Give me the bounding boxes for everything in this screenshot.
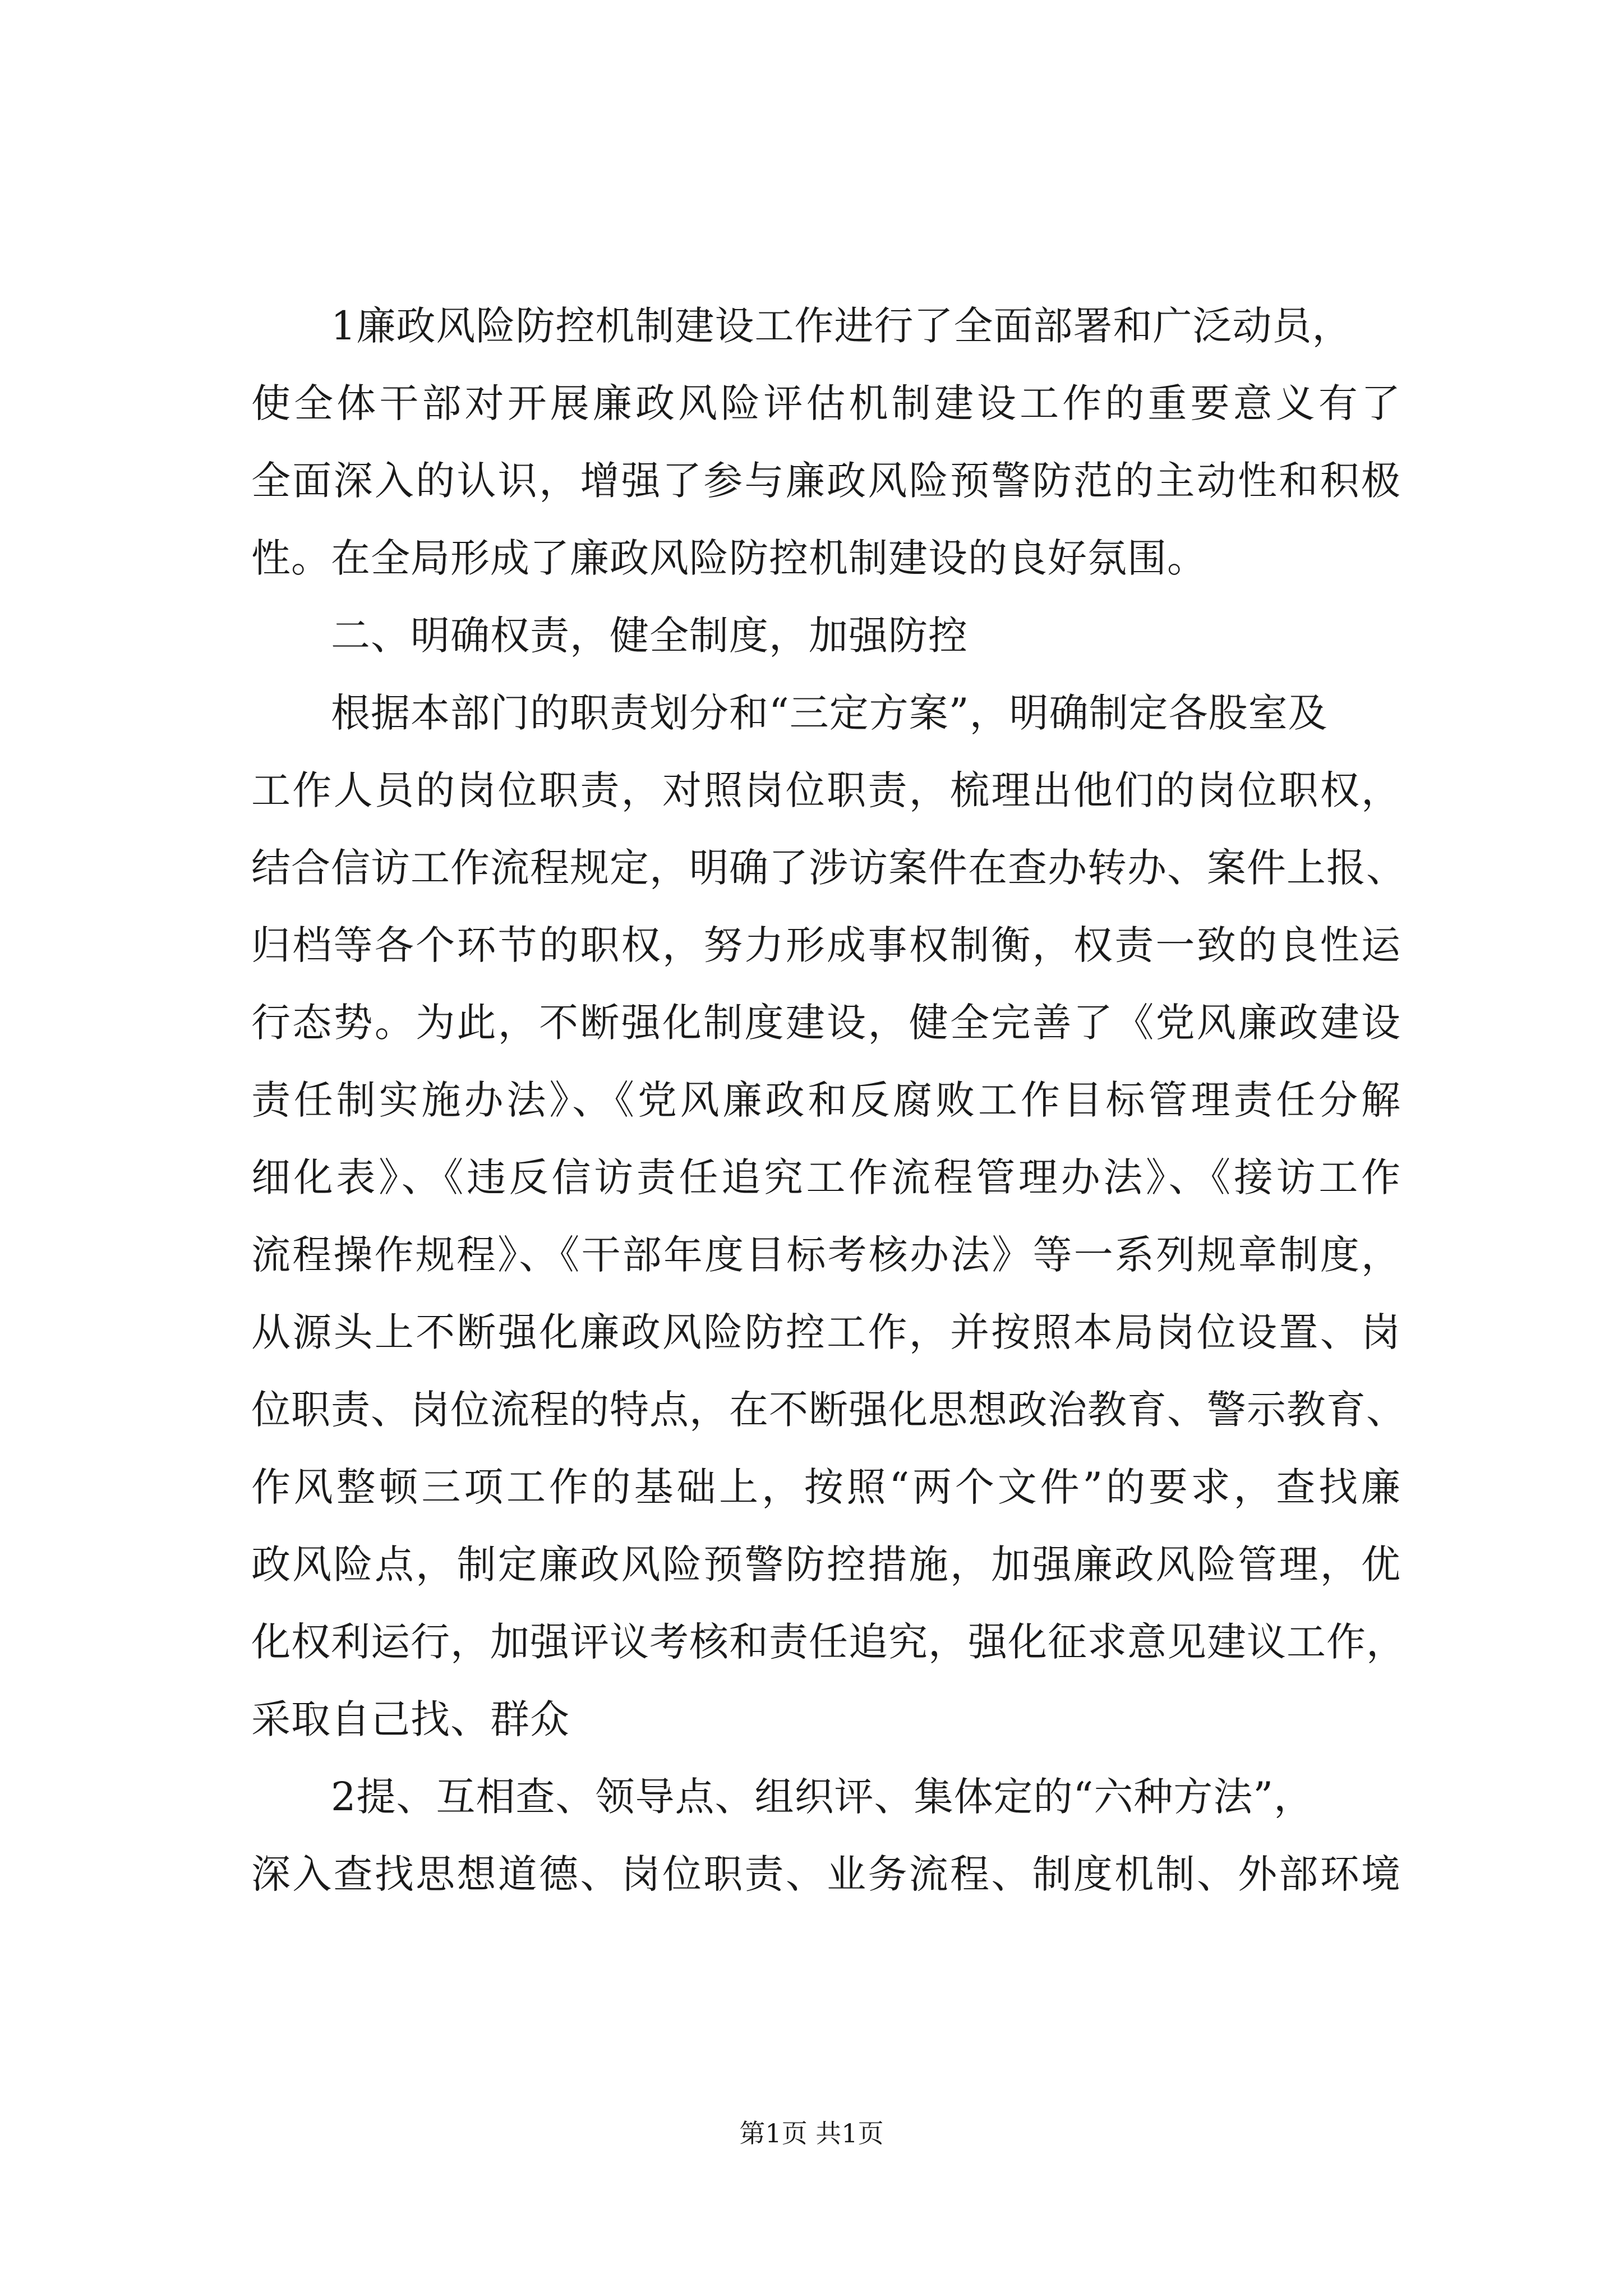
text-line: 使全体干部对开展廉政风险评估机制建设工作的重要意义有了 (251, 380, 1401, 426)
text-line: 作风整顿三项工作的基础上，按照“两个文件”的要求，查找廉 (251, 1464, 1401, 1510)
text-line: 全面深入的认识，增强了参与廉政风险预警防范的主动性和积极 (251, 458, 1401, 504)
text-line: 1廉政风险防控机制建设工作进行了全面部署和广泛动员， (331, 303, 1352, 349)
text-line: 采取自己找、群众 (251, 1696, 570, 1742)
text-line: 工作人员的岗位职责，对照岗位职责，梳理出他们的岗位职权， (251, 767, 1401, 813)
text-line: 归档等各个环节的职权，努力形成事权制衡，权责一致的良性运 (251, 922, 1401, 968)
text-line: 责任制实施办法》、《党风廉政和反腐败工作目标管理责任分解 (251, 1077, 1401, 1123)
section-heading: 二、明确权责，健全制度，加强防控 (331, 613, 968, 659)
document-body (251, 287, 1406, 1913)
text-line: 性。在全局形成了廉政风险防控机制建设的良好氛围。 (251, 535, 1207, 581)
text-line: 政风险点，制定廉政风险预警防控措施，加强廉政风险管理，优 (251, 1542, 1401, 1588)
text-line: 位职责、岗位流程的特点，在不断强化思想政治教育、警示教育、 (251, 1387, 1406, 1433)
text-line: 根据本部门的职责划分和“三定方案”，明确制定各股室及 (331, 690, 1328, 736)
text-line: 行态势。为此，不断强化制度建设，健全完善了《党风廉政建设 (251, 1000, 1401, 1046)
text-line: 细化表》、《违反信访责任追究工作流程管理办法》、《接访工作 (251, 1154, 1401, 1200)
text-line: 从源头上不断强化廉政风险防控工作，并按照本局岗位设置、岗 (251, 1309, 1401, 1355)
text-line: 化权利运行，加强评议考核和责任追究，强化征求意见建议工作， (251, 1619, 1406, 1665)
text-line: 结合信访工作流程规定，明确了涉访案件在查办转办、案件上报、 (251, 845, 1406, 891)
text-line: 2提、互相查、领导点、组织评、集体定的“六种方法”， (331, 1774, 1314, 1820)
page-number: 第1页 共1页 (739, 2118, 884, 2148)
text-line: 深入查找思想道德、岗位职责、业务流程、制度机制、外部环境 (251, 1851, 1401, 1897)
text-line: 流程操作规程》、《干部年度目标考核办法》等一系列规章制度， (251, 1232, 1401, 1278)
